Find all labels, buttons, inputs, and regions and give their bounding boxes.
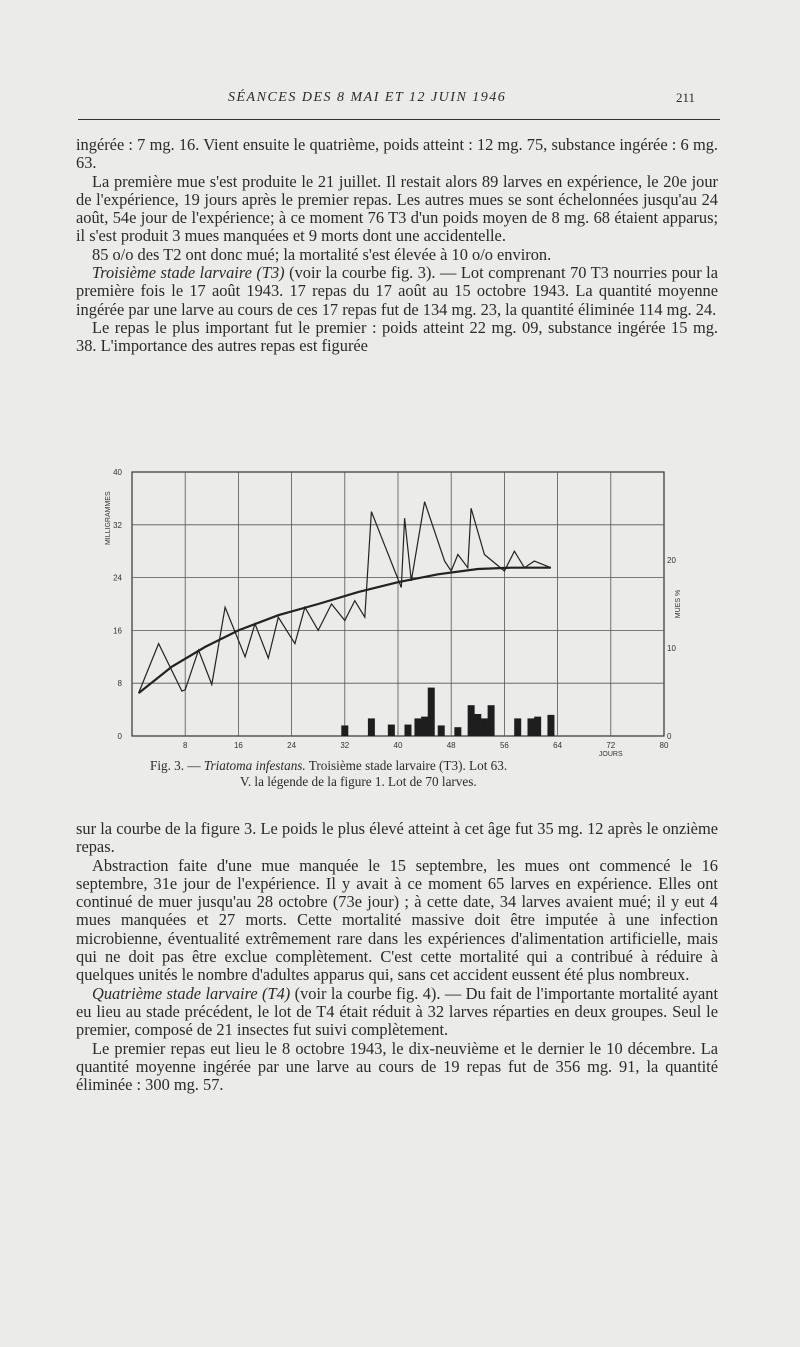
caption-figure-number: Fig. 3. —: [150, 758, 204, 773]
y2-tick-label: 10: [667, 644, 676, 653]
y-tick-label: 24: [113, 573, 122, 583]
moult-bar: [534, 717, 541, 736]
moult-bar: [414, 718, 421, 736]
moult-bar: [481, 718, 488, 736]
paragraph-text: (voir la courbe fig. 3). — Lot comprenant 70 T3 nourries pour la première fois le 17 août 1943. 17 repas du 17 août au 15 octobre 1943. La quantité moyenne ingérée par une larve au cours de ces 17 repas fut de 134 mg. 23, la quantité éliminée 114 mg. 24.: [76, 263, 718, 319]
paragraph: Abstraction faite d'une mue manquée le 15 septembre, les mues ont commencé le 16 septembre, 31e jour de l'expérience. Il y avait à ce moment 65 larves en expérience. Elles ont continué de muer jusqu'au 28 octobre (73e jour) ; à cette date, 34 larves avaient mué; il y eut 4 mues manquées et 27 morts. Cette mortalité massive doit être imputée à une infection microbienne, éventualité extrêmement rare dans les expériences d'alimentation artificielle, mais qui ne doit pas être exclue complètement. C'est cette mortalité qui a contribué à réduire à quelques unités le nombre d'adultes apparus qui, sans cet accident eussent été plus nombreux.: [76, 855, 718, 985]
y-tick-label: 40: [113, 468, 122, 477]
moult-bar: [488, 705, 495, 736]
moult-bar: [468, 705, 475, 736]
text-block-bottom: [76, 820, 718, 1094]
moult-bar: [368, 718, 375, 736]
y-tick-label: 16: [113, 626, 122, 636]
y2-tick-label: 0: [667, 732, 672, 741]
header-rule: [78, 119, 720, 120]
text-block-top: [76, 136, 718, 356]
caption-species: Triatoma infestans.: [203, 758, 306, 773]
y-axis-label: MILLIGRAMMES: [105, 491, 112, 546]
paragraph: La première mue s'est produite le 21 juillet. Il restait alors 89 larves en expérience, le 20e jour de l'expérience, 19 jours après le premier repas. Les autres mues se sont échelonnées jusqu'au 24 août, 54e jour de l'expérience; à ce moment 76 T3 d'un poids moyen de 8 mg. 68 étaient apparus; il s'est produit 3 mues manquées et 9 morts dont une accidentelle.: [76, 171, 718, 246]
x-unit-label: JOURS: [598, 751, 623, 758]
caption-text: Troisième stade larvaire (T3). Lot 63.: [305, 758, 508, 773]
paragraph-section-t4: [76, 985, 718, 1040]
moult-bar: [428, 688, 435, 736]
paragraph: 85 o/o des T2 ont donc mué; la mortalité s'est élevée à 10 o/o environ.: [92, 244, 552, 264]
x-tick-label: 64: [553, 741, 563, 750]
x-tick-label: 56: [499, 741, 509, 750]
y2-axis-label: MUES %: [675, 589, 682, 619]
caption-line-1: [150, 758, 710, 774]
section-title-t4: Quatrième stade larvaire (T4): [92, 983, 291, 1003]
x-tick-label: 72: [606, 741, 616, 750]
x-tick-label: 16: [233, 741, 243, 750]
caption-line-2: V. la légende de la figure 1. Lot de 70 larves.: [240, 774, 477, 789]
paragraph: Le premier repas eut lieu le 8 octobre 1943, le dix-neuvième et le dernier le 10 décembre. La quantité moyenne ingérée par une larve au cours de 19 repas fut de 356 mg. 91, la quantité éliminée : 300 mg. 57.: [76, 1038, 718, 1095]
page-number: 211: [676, 90, 696, 105]
x-tick-label: 24: [287, 741, 297, 750]
chart-grid: [132, 472, 664, 736]
figure-caption: [150, 758, 710, 790]
section-title-t3: Troisième stade larvaire (T3): [92, 263, 285, 283]
moult-bar: [514, 718, 521, 736]
moult-bar: [404, 725, 411, 736]
x-tick-label: 48: [446, 741, 456, 750]
y2-tick-label: 20: [667, 556, 676, 565]
moult-bar: [341, 725, 348, 736]
figure-3: [96, 460, 706, 758]
x-tick-label: 8: [182, 741, 188, 750]
paragraph: ingérée : 7 mg. 16. Vient ensuite le quatrième, poids atteint : 12 mg. 75, substance ingérée : 6 mg. 63.: [76, 135, 718, 173]
moult-bar: [388, 725, 395, 736]
moult-bar: [528, 718, 535, 736]
x-tick-label: 32: [340, 741, 350, 750]
chart-labels: [105, 468, 682, 758]
paragraph-section-t3: [76, 264, 718, 319]
chart: [96, 460, 706, 758]
paragraph-text: (voir la courbe fig. 4). — Du fait de l'importante mortalité ayant eu lieu au stade précédent, le lot de T4 était réduit à 32 larves réparties en deux groupes. Seul le premier, composé de 21 insectes fut suivi complètement.: [76, 983, 718, 1040]
x-tick-label: 40: [393, 741, 403, 750]
y-tick-label: 32: [113, 520, 122, 530]
running-head: [0, 90, 800, 114]
paragraph: sur la courbe de la figure 3. Le poids le plus élevé atteint à cet âge fut 35 mg. 12 après le onzième repas.: [76, 819, 718, 857]
y-tick-label: 0: [117, 732, 122, 741]
moult-bar: [474, 714, 481, 736]
paragraph: Le repas le plus important fut le premier : poids atteint 22 mg. 09, substance ingérée 15 mg. 38. L'importance des autres repas est figurée: [76, 317, 718, 356]
running-title: SÉANCES DES 8 MAI ET 12 JUIN 1946: [228, 90, 507, 105]
moult-bar: [421, 717, 428, 736]
moult-bar: [547, 715, 554, 736]
moult-bar: [438, 725, 445, 736]
moult-bars: [341, 688, 554, 736]
moult-bar: [454, 727, 461, 736]
y-tick-label: 8: [117, 679, 122, 689]
x-tick-label: 80: [659, 741, 669, 750]
